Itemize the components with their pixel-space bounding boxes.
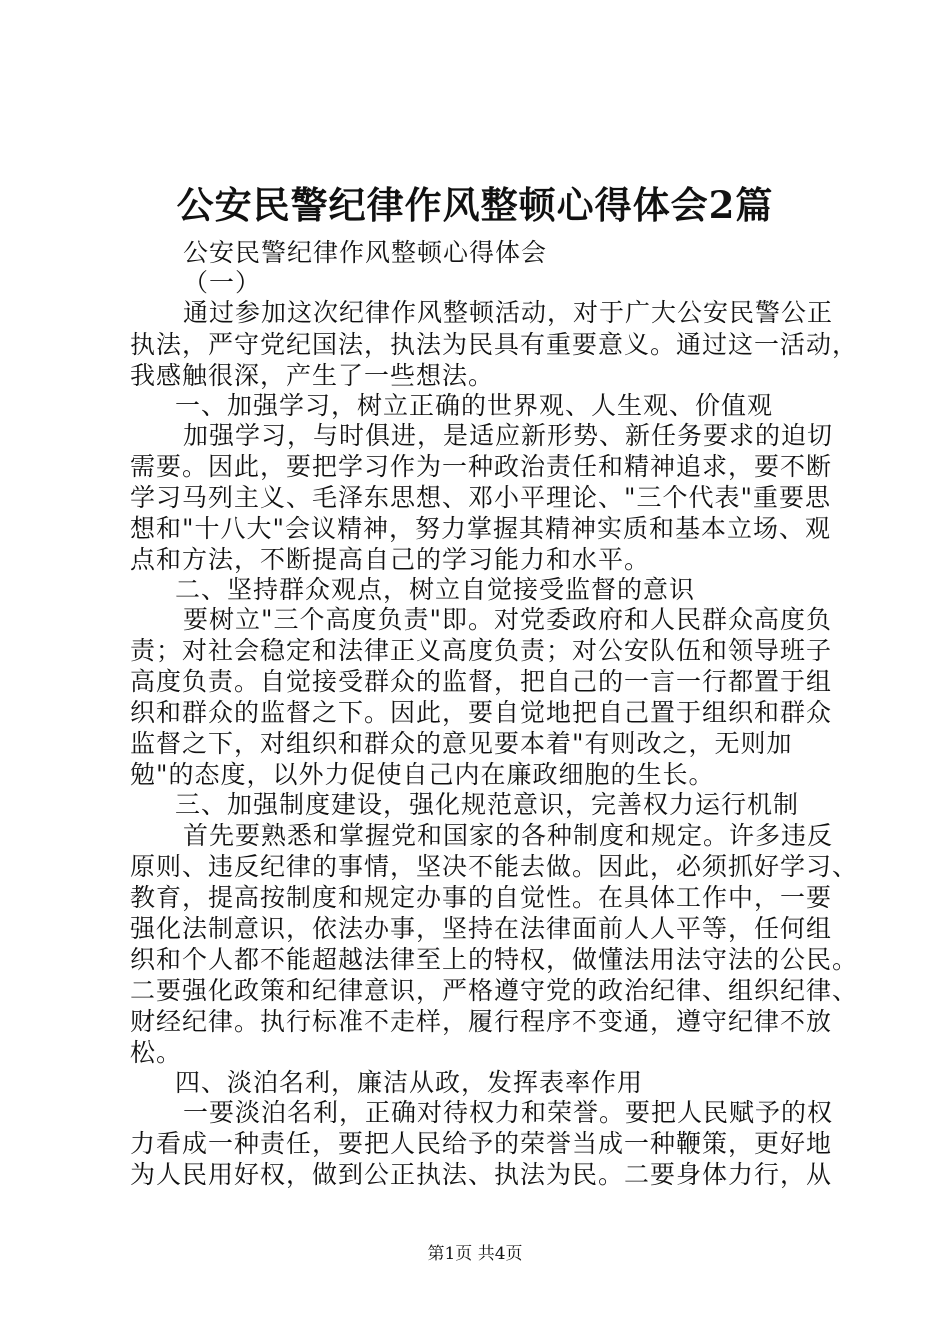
body-line: 勉"的态度，以外力促使自己内在廉政细胞的生长。 — [130, 760, 715, 789]
body-line: 通过参加这次纪律作风整顿活动，对于广大公安民警公正 — [183, 298, 834, 327]
body-line: 强化法制意识，依法办事，坚持在法律面前人人平等，任何组 — [130, 914, 833, 943]
body-line: 首先要熟悉和掌握党和国家的各种制度和规定。许多违反 — [183, 821, 834, 850]
body-line: 要树立"三个高度负责"即。对党委政府和人民群众高度负 — [183, 605, 833, 634]
section-heading: 二、坚持群众观点，树立自觉接受监督的意识 — [175, 575, 696, 604]
body-line: 原则、违反纪律的事情，坚决不能去做。因此，必须抓好学习、 — [130, 852, 859, 881]
body-line: 想和"十八大"会议精神，努力掌握其精神实质和基本立场、观 — [130, 514, 832, 543]
body-line: 高度负责。自觉接受群众的监督，把自己的一言一行都置于组 — [130, 667, 833, 696]
body-line: 二要强化政策和纪律意识，严格遵守党的政治纪律、组织纪律、 — [130, 976, 859, 1005]
body-line: 织和群众的监督之下。因此，要自觉地把自己置于组织和群众 — [130, 698, 833, 727]
body-line: 点和方法，不断提高自己的学习能力和水平。 — [130, 545, 651, 574]
body-line: 为人民用好权，做到公正执法、执法为民。二要身体力行，从 — [130, 1160, 833, 1189]
body-line: 加强学习，与时俱进，是适应新形势、新任务要求的迫切 — [183, 421, 834, 450]
section-heading: 四、淡泊名利，廉洁从政，发挥表率作用 — [175, 1068, 644, 1097]
body-line: 监督之下，对组织和群众的意见要本着"有则改之，无则加 — [130, 729, 793, 758]
body-line: 责；对社会稳定和法律正义高度负责；对公安队伍和领导班子 — [130, 636, 833, 665]
body-line: 需要。因此，要把学习作为一种政治责任和精神追求，要不断 — [130, 452, 833, 481]
section-heading: 一、加强学习，树立正确的世界观、人生观、价值观 — [175, 391, 774, 420]
body-line: 织和个人都不能超越法律至上的特权，做懂法用法守法的公民。 — [130, 945, 859, 974]
body-line: 执法，严守党纪国法，执法为民具有重要意义。通过这一活动， — [130, 330, 859, 359]
body-line: 松。 — [130, 1038, 183, 1067]
document-title: 公安民警纪律作风整顿心得体会2篇 — [176, 183, 774, 227]
body-line: 财经纪律。执行标准不走样，履行程序不变通，遵守纪律不放 — [130, 1007, 833, 1036]
body-line: 一要淡泊名利，正确对待权力和荣誉。要把人民赋予的权 — [183, 1098, 834, 1127]
part-label: （一） — [183, 268, 262, 297]
body-line: 教育，提高按制度和规定办事的自觉性。在具体工作中，一要 — [130, 883, 833, 912]
section-heading: 三、加强制度建设，强化规范意识，完善权力运行机制 — [175, 790, 800, 819]
page-footer: 第1页 共4页 — [427, 1244, 523, 1264]
body-line: 我感触很深，产生了一些想法。 — [130, 361, 495, 390]
document-subtitle: 公安民警纪律作风整顿心得体会 — [183, 238, 548, 267]
body-line: 学习马列主义、毛泽东思想、邓小平理论、"三个代表"重要思 — [130, 483, 832, 512]
body-line: 力看成一种责任，要把人民给予的荣誉当成一种鞭策，更好地 — [130, 1129, 833, 1158]
